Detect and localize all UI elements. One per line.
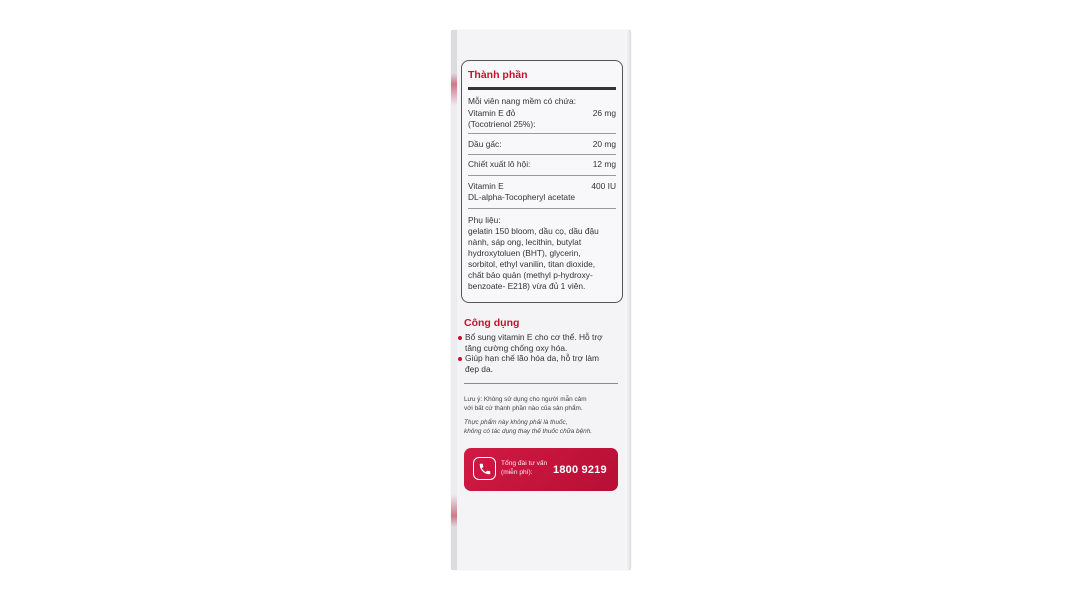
warning-note-continued: với bất cứ thành phần nào của sản phẩm. bbox=[464, 405, 583, 412]
excipients-text: chất bảo quản (methyl p-hydroxy- bbox=[468, 270, 593, 280]
use-item-continued: tăng cường chống oxy hóa. bbox=[465, 343, 568, 353]
ingredient-amount: 26 mg bbox=[592, 108, 616, 118]
ingredient-divider bbox=[468, 175, 616, 176]
use-item-continued: đẹp da. bbox=[465, 364, 493, 374]
warning-note: Lưu ý: Không sử dụng cho người mẫn cảm bbox=[464, 396, 587, 403]
hotline-label bbox=[501, 459, 547, 477]
ingredient-name: Vitamin E đỏ bbox=[468, 108, 516, 118]
excipients-text: hydroxytoluen (BHT), glycerin, bbox=[468, 248, 581, 258]
ingredient-amount: 20 mg bbox=[592, 139, 616, 149]
use-item: Giúp hạn chế lão hóa da, hỗ trợ làm bbox=[465, 353, 599, 363]
hotline-label-line: (miễn phí): bbox=[501, 469, 533, 476]
box-right-edge bbox=[627, 30, 631, 570]
bullet-dot bbox=[458, 357, 462, 361]
ingredient-name: Vitamin E bbox=[468, 181, 504, 191]
excipients-text: sorbitol, ethyl vanilin, titan dioxide, bbox=[468, 259, 596, 269]
excipients-text: benzoate- E218) vừa đủ 1 viên. bbox=[468, 281, 586, 291]
note-divider bbox=[464, 383, 618, 384]
ingredients-title-rule bbox=[468, 87, 616, 90]
hotline-number: 1800 9219 bbox=[553, 464, 607, 476]
uses-title: Công dụng bbox=[464, 317, 520, 329]
disclaimer: Thực phẩm này không phải là thuốc, bbox=[464, 419, 568, 426]
ingredient-name-detail: (Tocotrienol 25%): bbox=[468, 119, 536, 129]
box-left-edge bbox=[451, 30, 457, 570]
excipients-text: nành, sáp ong, lecithin, butylat bbox=[468, 237, 582, 247]
ingredient-divider bbox=[468, 208, 616, 209]
phone-icon bbox=[473, 457, 496, 480]
bullet-dot bbox=[458, 336, 462, 340]
ingredient-name: Chiết xuất lô hội: bbox=[468, 159, 531, 169]
excipients-text: gelatin 150 bloom, dầu cọ, dầu đậu bbox=[468, 226, 599, 236]
ingredient-name-detail: DL-alpha-Tocopheryl acetate bbox=[468, 192, 576, 202]
ingredients-title: Thành phần bbox=[468, 69, 528, 81]
ingredient-name: Dầu gấc: bbox=[468, 139, 502, 149]
ingredient-amount: 400 IU bbox=[591, 181, 616, 191]
ingredients-intro: Mỗi viên nang mềm có chứa: bbox=[468, 96, 577, 106]
hotline-label-line: Tổng đài tư vấn bbox=[501, 460, 548, 467]
ingredient-amount: 12 mg bbox=[592, 159, 616, 169]
use-item: Bổ sung vitamin E cho cơ thể. Hỗ trợ bbox=[465, 332, 603, 342]
ingredient-divider bbox=[468, 133, 616, 134]
ingredient-divider bbox=[468, 154, 616, 155]
excipients-title: Phụ liệu: bbox=[468, 215, 501, 225]
disclaimer-continued: không có tác dụng thay thế thuốc chữa bệnh. bbox=[464, 428, 593, 435]
phone-icon-glyph bbox=[478, 462, 492, 476]
